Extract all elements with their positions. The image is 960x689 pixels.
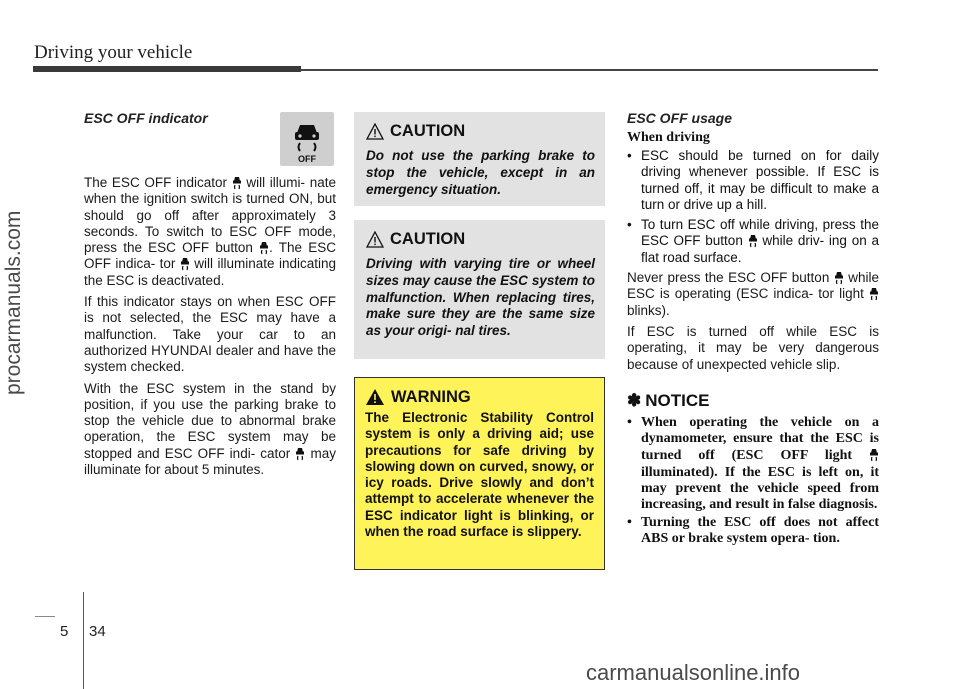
bullet-dot: • bbox=[627, 414, 632, 430]
text-span: . The ESC OFF indica- tor bbox=[84, 240, 336, 272]
text-span: illuminated). If the ESC is left on, it may prevent the vehicle speed from increasing, and result in false diagnosis. bbox=[641, 464, 879, 513]
badge-off-label: OFF bbox=[298, 154, 316, 164]
esc-off-icon bbox=[259, 240, 269, 255]
esc-off-icon bbox=[748, 233, 758, 248]
indicator-paragraph-2: If this indicator stays on when ESC OFF is not selected, the ESC may have a malfunction. Take your car to an authorized HYUNDAI dealer and have the system checked. bbox=[84, 294, 336, 375]
text-span: while ESC is operating (ESC indica- tor light bbox=[627, 270, 879, 302]
text-span: Never press the ESC OFF button bbox=[627, 270, 834, 286]
indicator-paragraph-3 bbox=[84, 381, 336, 479]
usage-never-paragraph bbox=[627, 270, 879, 319]
text-span: may illuminate for about 5 minutes. bbox=[84, 445, 337, 478]
esc-off-icon bbox=[834, 270, 844, 285]
page-header-title: Driving your vehicle bbox=[34, 42, 193, 63]
indicator-heading: ESC OFF indicator bbox=[84, 110, 208, 126]
notice-item-1 bbox=[627, 415, 879, 514]
bullet-dot: • bbox=[627, 148, 632, 163]
bullet-dot: • bbox=[627, 514, 632, 530]
caution-body: Do not use the parking brake to stop the vehicle, except in an emergency situation. bbox=[366, 148, 595, 197]
text-span: while driv- ing on a flat road surface. bbox=[641, 233, 879, 265]
indicator-column bbox=[84, 110, 336, 483]
caution-title: CAUTION bbox=[390, 229, 466, 248]
header-rule-thin bbox=[300, 69, 878, 71]
caution-box-2 bbox=[354, 220, 605, 359]
side-watermark[interactable]: procarmanuals.com bbox=[2, 210, 25, 395]
esc-off-icon bbox=[232, 175, 242, 190]
warning-triangle-outline-icon bbox=[366, 123, 384, 140]
text-span: ESC should be turned on for daily driving whenever possible. If ESC is turned off, it may be difficult to make a turn or drive up a hill. bbox=[641, 148, 879, 212]
usage-bullet-1 bbox=[627, 148, 879, 213]
footer-divider-horizontal bbox=[35, 616, 55, 617]
usage-column bbox=[627, 110, 879, 548]
text-span: To turn ESC off while driving, press the ESC OFF button bbox=[641, 217, 879, 249]
caution-body: Driving with varying tire or wheel sizes may cause the ESC system to malfunction. When replacing tires, make sure they are the same size as your origi- nal tires. bbox=[366, 256, 595, 339]
text-span: Turning the ESC off does not affect ABS or brake system opera- tion. bbox=[641, 514, 879, 546]
text-span: blinks). bbox=[627, 302, 670, 318]
text-span: When operating the vehicle on a dynamometer, ensure that the ESC is turned off (ESC OFF light bbox=[641, 414, 879, 464]
usage-heading: ESC OFF usage bbox=[627, 110, 733, 126]
text-span: With the ESC system in the stand by position, if you use the parking brake to stop the vehicle due to abnormal brake operation, the ESC system may be stopped and ESC OFF indi- cator bbox=[84, 380, 336, 461]
text-span: will illumi- nate when the ignition switch is turned ON, but should go off after approximately 3 seconds. To switch to ESC OFF mode, press the ESC OFF button bbox=[84, 175, 336, 256]
indicator-paragraph-1 bbox=[84, 175, 336, 289]
warning-title: WARNING bbox=[391, 387, 471, 406]
warning-body: The Electronic Stability Control system is only a driving aid; use precautions for safe driving by slowing down on curved, snowy, or icy roads. Drive slowly and don’t attempt to accelerate whenever the ESC indicator light is blinking, or when the road surface is slippery. bbox=[365, 410, 594, 540]
warning-box bbox=[354, 377, 605, 570]
caution-box-1 bbox=[354, 112, 605, 206]
notice-heading bbox=[627, 391, 879, 411]
esc-off-icon bbox=[869, 286, 879, 301]
esc-off-icon bbox=[180, 256, 190, 271]
warning-triangle-outline-icon bbox=[366, 231, 384, 248]
footer-divider-vertical bbox=[83, 592, 84, 689]
text-span: will illuminate indicating the ESC is deactivated. bbox=[84, 256, 336, 288]
usage-off-paragraph: If ESC is turned off while ESC is operating, it may be very dangerous because of unexpected vehicle slip. bbox=[627, 323, 879, 372]
esc-off-icon bbox=[869, 447, 879, 462]
warning-triangle-filled-icon bbox=[365, 388, 385, 406]
caution-title: CAUTION bbox=[390, 121, 466, 140]
bullet-dot: • bbox=[627, 217, 632, 233]
notice-title: NOTICE bbox=[645, 390, 710, 410]
header-rule-thick bbox=[33, 66, 301, 72]
chapter-number: 5 bbox=[60, 623, 69, 640]
usage-subheading: When driving bbox=[627, 130, 710, 145]
esc-off-icon bbox=[295, 446, 305, 461]
notice-symbol-icon: ✽ bbox=[627, 390, 642, 410]
notice-item-2 bbox=[627, 515, 879, 548]
page-number: 34 bbox=[89, 623, 106, 640]
text-span: The ESC OFF indicator bbox=[84, 175, 232, 190]
usage-bullet-2 bbox=[627, 217, 879, 266]
bottom-watermark[interactable]: carmanualsonline.info bbox=[586, 660, 801, 685]
